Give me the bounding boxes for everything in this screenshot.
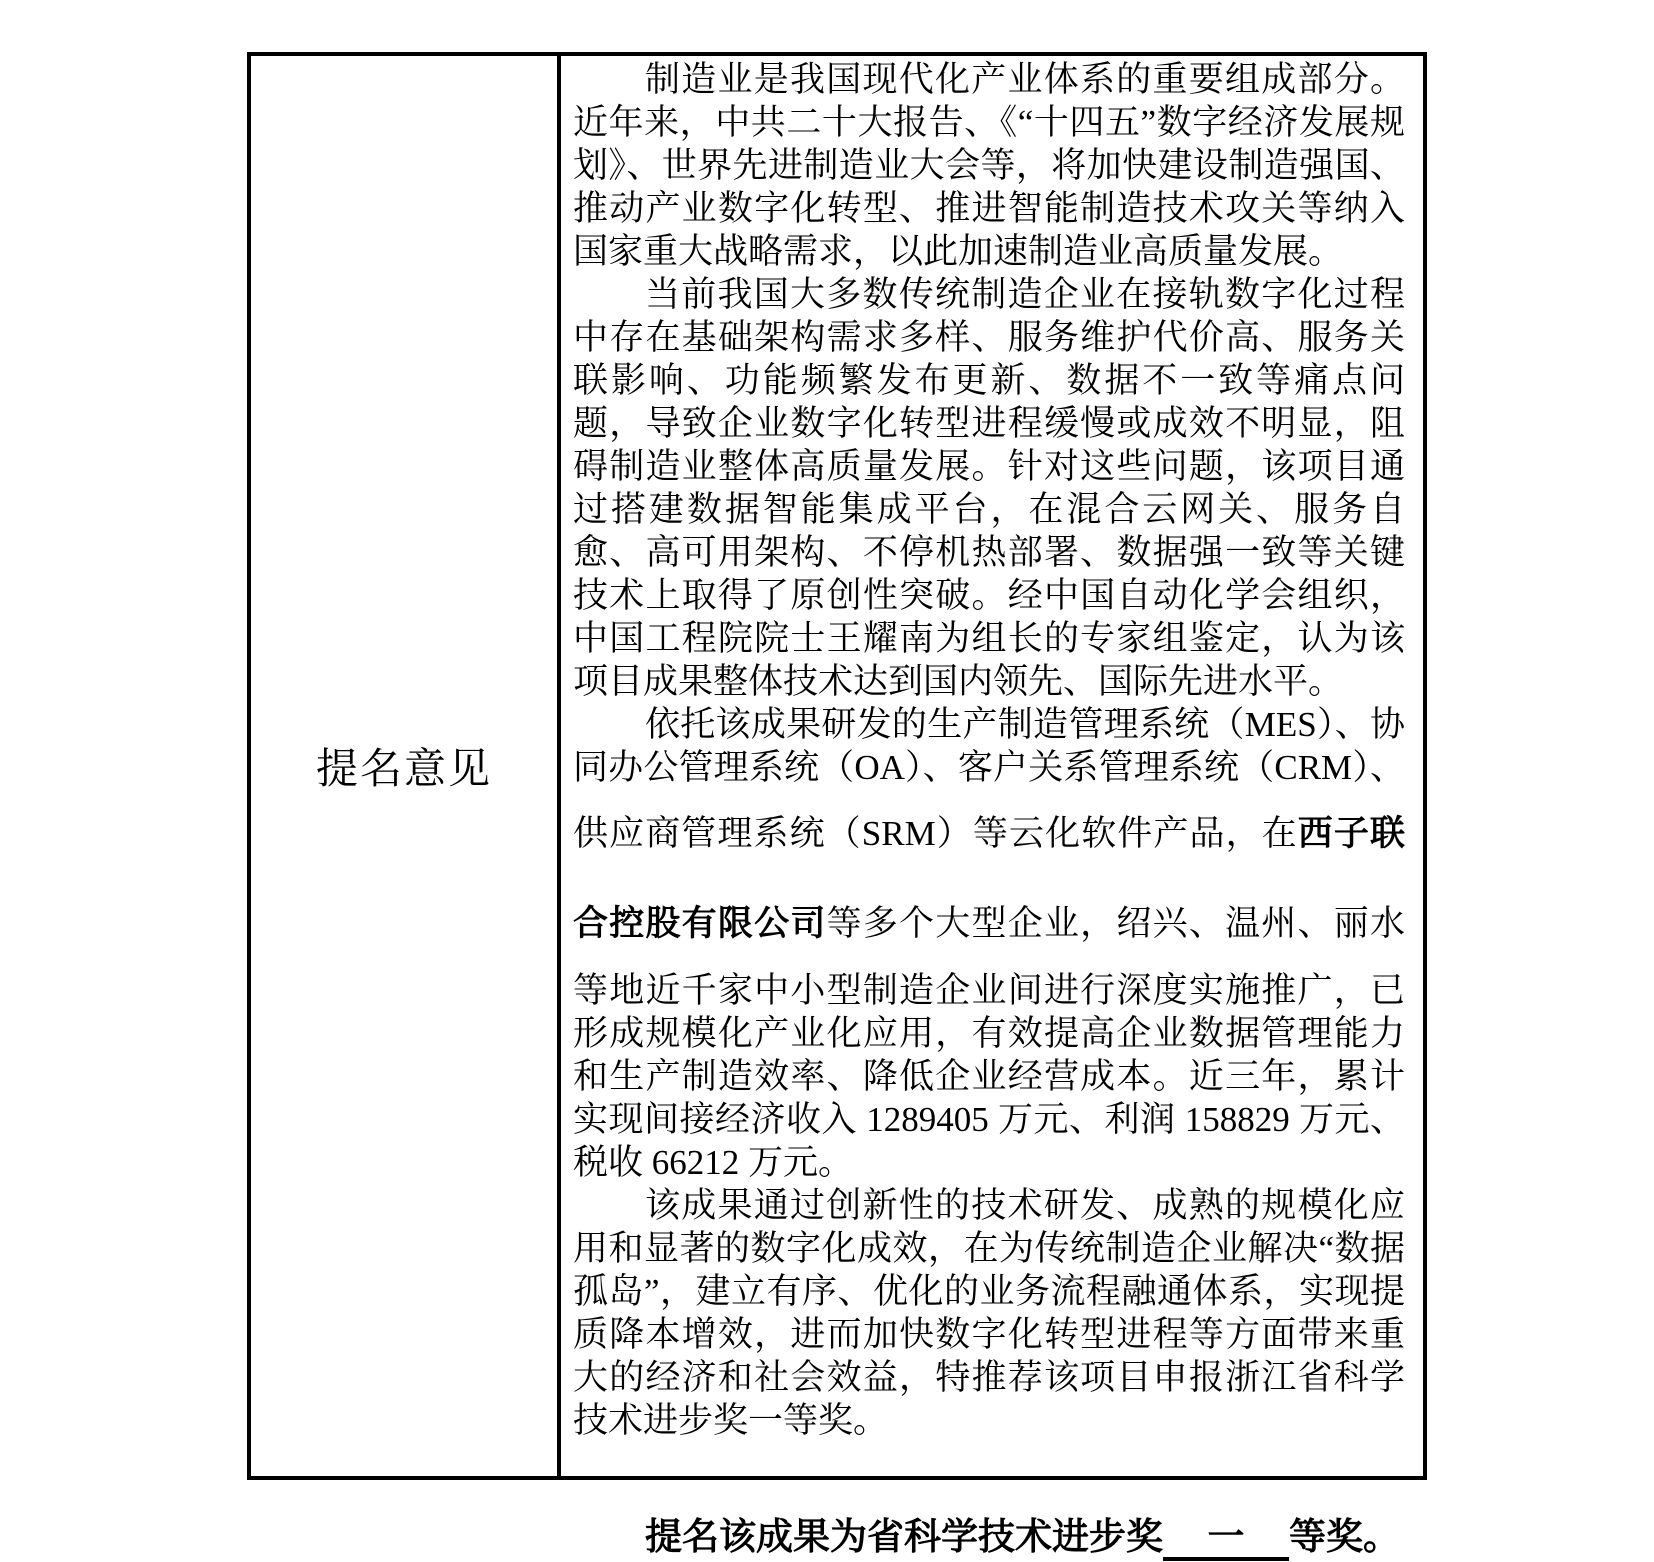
opinion-paragraphs xyxy=(573,58,1405,1442)
paragraph xyxy=(573,703,1405,1184)
paragraph xyxy=(573,1184,1405,1442)
nomination-table xyxy=(247,52,1427,1557)
text-run: 等奖。 xyxy=(1289,1516,1400,1557)
text-run: 依托该成果研发的生产制造管理系统（MES）、协同办公管理系统（OA）、客户关系管理系统（CRM）、供应商管理系统（SRM）等云化软件产品，在 xyxy=(573,705,1405,853)
label-cell xyxy=(251,56,561,1476)
text-run: 提名该成果为省科学技术进步奖 xyxy=(645,1516,1163,1557)
text-run: 制造业是我国现代化产业体系的重要组成部分。近年来，中共二十大报告、《“十四五”数字经济发展规划》、世界先进制造业大会等，将加快建设制造强国、推动产业数字化转型、推进智能制造技术攻关等纳入国家重大战略需求，以此加速制造业高质量发展。 xyxy=(573,60,1405,271)
final-nomination-line xyxy=(573,1512,1405,1562)
text-run-blank-fill: 一 xyxy=(1163,1518,1289,1561)
paragraph xyxy=(573,58,1405,273)
text-run: 等多个大型企业，绍兴、温州、丽水等地近千家中小型制造企业间进行深度实施推广，已形成规模化产业化应用，有效提高企业数据管理能力和生产制造效率、降低企业经营成本。近三年，累计实现间接经济收入 1289405 万元、利润 158829 万元、税收 66212 万元。 xyxy=(573,904,1405,1182)
text-run-hei-bold: 西子联合控股有限公司 xyxy=(573,814,1405,943)
text-run: 当前我国大多数传统制造企业在接轨数字化过程中存在基础架构需求多样、服务维护代价高、服务关联影响、功能频繁发布更新、数据不一致等痛点问题，导致企业数字化转型进程缓慢或成效不明显，阻碍制造业整体高质量发展。针对这些问题，该项目通过搭建数据智能集成平台，在混合云网关、服务自愈、高可用架构、不停机热部署、数据强一致等关键技术上取得了原创性突破。经中国自动化学会组织，中国工程院院士王耀南为组长的专家组鉴定，认为该项目成果整体技术达到国内领先、国际先进水平。 xyxy=(573,275,1405,701)
content-cell xyxy=(561,56,1423,1557)
label-text: 提名意见 xyxy=(315,745,492,792)
text-run: 该成果通过创新性的技术研发、成熟的规模化应用和显著的数字化成效，在为传统制造企业解决“数据孤岛”，建立有序、优化的业务流程融通体系，实现提质降本增效，进而加快数字化转型进程等方面带来重大的经济和社会效益，特推荐该项目申报浙江省科学技术进步奖一等奖。 xyxy=(573,1186,1405,1440)
paragraph xyxy=(573,273,1405,703)
